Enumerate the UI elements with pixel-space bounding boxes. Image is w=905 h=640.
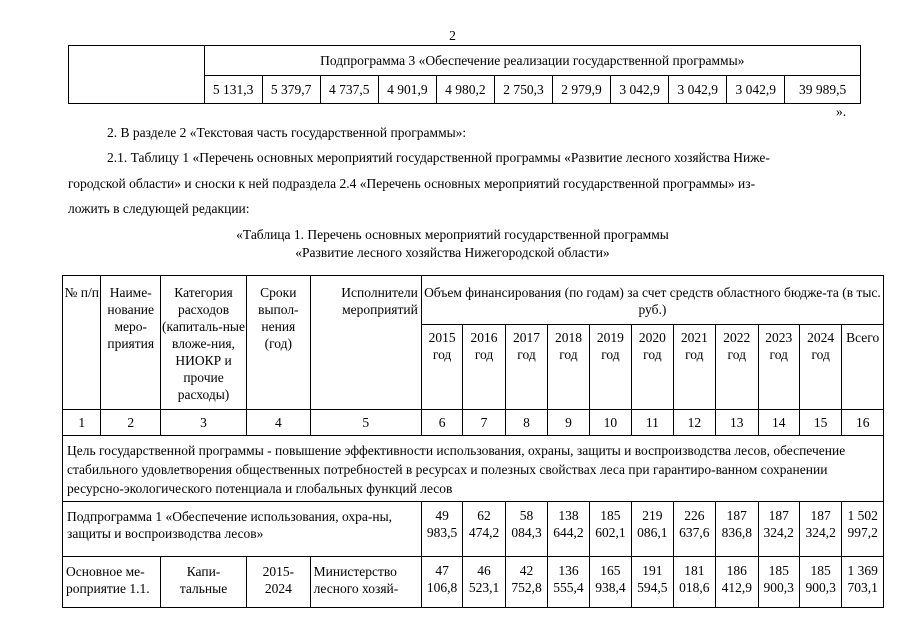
paragraph-2-1-line-1: 2.1. Таблицу 1 «Перечень основных мероприятий государственной программы «Развитие лесного хозяйства Ниже-: [107, 150, 770, 165]
measure-1-1-value: 191 594,5: [632, 557, 673, 608]
column-number: 16: [842, 410, 884, 436]
column-number: 10: [589, 410, 631, 436]
measure-1-1-value: 46 523,1: [463, 557, 505, 608]
header-year: 2023 год: [758, 325, 799, 410]
subprogram-1-value: 187 324,2: [758, 502, 799, 557]
table-title-line-1: «Таблица 1. Перечень основных мероприятий государственной программы: [236, 227, 669, 242]
column-number: 13: [716, 410, 758, 436]
column-number: 2: [101, 410, 161, 436]
measure-1-1-value: 185 900,3: [758, 557, 799, 608]
column-number: 8: [505, 410, 547, 436]
measure-1-1-period: 2015-2024: [246, 557, 310, 608]
header-year: 2018 год: [548, 325, 589, 410]
header-year: 2015 год: [421, 325, 462, 410]
top-summary-table: [68, 45, 861, 104]
subprogram-3-value: 4 901,9: [378, 76, 436, 104]
column-number: 11: [632, 410, 673, 436]
subprogram-1-label: Подпрограмма 1 «Обеспечение использования, охра-ны, защиты и воспроизводства лесов»: [63, 502, 422, 557]
header-year: 2022 год: [716, 325, 758, 410]
subprogram-1-row: [63, 502, 884, 557]
column-number: 5: [310, 410, 421, 436]
measure-1-1-value: 181 018,6: [673, 557, 715, 608]
header-funding: Объем финансирования (по годам) за счет средств областного бюдже-та (в тыс. руб.): [421, 276, 883, 325]
header-year: 2017 год: [505, 325, 547, 410]
measure-1-1-value: 136 555,4: [548, 557, 589, 608]
header-year: 2016 год: [463, 325, 505, 410]
program-goal: Цель государственной программы - повышение эффективности использования, охраны, защиты и воспроизводства лесов, обеспечение стабильного удовлетворения общественных потребностей в ресурсах и полезных свойствах леса при гарантиро-ванном сохранении ресурсно-экологического потенциала и глобальных функций лесов: [63, 436, 884, 502]
subprogram-3-total: 39 989,5: [785, 76, 861, 104]
measure-1-1-executor: Министерство лесного хозяй-: [310, 557, 421, 608]
measure-1-1-value: 42 752,8: [505, 557, 547, 608]
subprogram-3-heading: Подпрограмма 3 «Обеспечение реализации государственной программы»: [204, 46, 860, 76]
column-number: 3: [161, 410, 247, 436]
subprogram-1-value: 185 602,1: [589, 502, 631, 557]
measure-1-1-value: 186 412,9: [716, 557, 758, 608]
column-number-row: [63, 410, 884, 436]
measure-1-1-name: Основное ме-роприятие 1.1.: [63, 557, 161, 608]
header-period: Сроки выпол-нения (год): [246, 276, 310, 410]
subprogram-3-value: 3 042,9: [727, 76, 785, 104]
subprogram-1-value: 187 836,8: [716, 502, 758, 557]
measures-table: [62, 275, 884, 608]
subprogram-3-value: 5 131,3: [204, 76, 262, 104]
subprogram-3-value: 3 042,9: [611, 76, 669, 104]
header-year: 2019 год: [589, 325, 631, 410]
subprogram-3-value: 5 379,7: [262, 76, 320, 104]
subprogram-3-value: 4 737,5: [320, 76, 378, 104]
paragraph-section-2: 2. В разделе 2 «Текстовая часть государственной программы»:: [107, 125, 467, 140]
measure-1-1-value: 165 938,4: [589, 557, 631, 608]
subprogram-1-value: 62 474,2: [463, 502, 505, 557]
column-number: 12: [673, 410, 715, 436]
measure-1-1-row: [63, 557, 884, 608]
measure-1-1-total: 1 369 703,1: [842, 557, 884, 608]
subprogram-3-value: 2 750,3: [494, 76, 552, 104]
subprogram-3-value: 4 980,2: [436, 76, 494, 104]
measure-1-1-value: 47 106,8: [421, 557, 462, 608]
column-number: 1: [63, 410, 101, 436]
paragraph-2-1-line-2: городской области» и сноски к ней подраздела 2.4 «Перечень основных мероприятий государственной программы» из-: [68, 176, 756, 191]
column-number: 4: [246, 410, 310, 436]
column-number: 15: [799, 410, 841, 436]
subprogram-1-value: 58 084,3: [505, 502, 547, 557]
table-title-line-2: «Развитие лесного хозяйства Нижегородской области»: [295, 245, 610, 260]
column-number: 6: [421, 410, 462, 436]
measure-1-1-value: 185 900,3: [799, 557, 841, 608]
subprogram-1-value: 187 324,2: [799, 502, 841, 557]
header-total: Всего: [842, 325, 884, 410]
subprogram-1-value: 138 644,2: [548, 502, 589, 557]
subprogram-3-value: 2 979,9: [553, 76, 611, 104]
subprogram-1-total: 1 502 997,2: [842, 502, 884, 557]
top-table-empty-cell: [69, 46, 205, 104]
subprogram-3-value: 3 042,9: [669, 76, 727, 104]
header-name: Наиме-нование меро-приятия: [101, 276, 161, 410]
column-number: 7: [463, 410, 505, 436]
header-year: 2024 год: [799, 325, 841, 410]
header-executors: Исполнители мероприятий: [310, 276, 421, 410]
column-number: 9: [548, 410, 589, 436]
measure-1-1-category: Капи-тальные: [161, 557, 247, 608]
column-number: 14: [758, 410, 799, 436]
page-number: 2: [449, 28, 456, 43]
paragraph-2-1-line-3: ложить в следующей редакции:: [68, 201, 250, 216]
subprogram-1-value: 219 086,1: [632, 502, 673, 557]
subprogram-1-value: 226 637,6: [673, 502, 715, 557]
header-year: 2020 год: [632, 325, 673, 410]
header-num: № п/п: [63, 276, 101, 410]
closing-quote: ».: [836, 104, 847, 119]
header-category: Категория расходов (капиталь-ные вложе-ния, НИОКР и прочие расходы): [161, 276, 247, 410]
header-year: 2021 год: [673, 325, 715, 410]
subprogram-1-value: 49 983,5: [421, 502, 462, 557]
